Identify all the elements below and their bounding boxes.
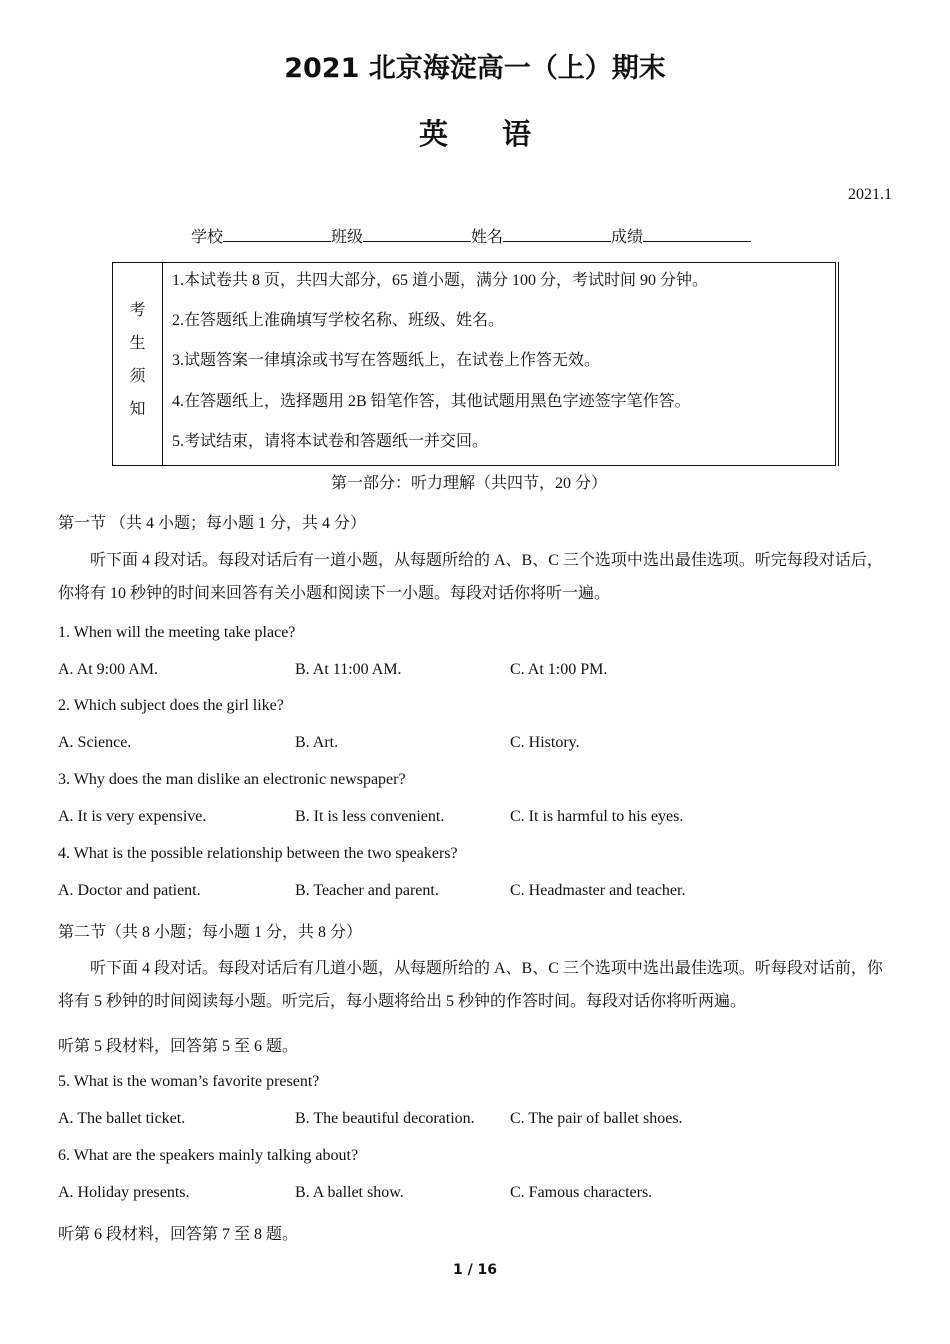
box-double-border xyxy=(838,262,839,466)
option-a: A. The ballet ticket. xyxy=(58,1110,186,1127)
notice-label-char: 须 xyxy=(129,368,146,385)
exam-date: 2021.1 xyxy=(848,186,892,203)
student-info-fields xyxy=(191,224,751,247)
option-a: A. Doctor and patient. xyxy=(58,882,201,899)
option-a: A. At 9:00 AM. xyxy=(58,661,159,678)
notice-rule: 5.考试结束，请将本试卷和答题纸一并交回。 xyxy=(172,433,489,450)
option-a: A. Science. xyxy=(58,734,132,751)
exam-title: 2021 北京海淀高一（上）期末 xyxy=(284,53,666,84)
option-b: B. It is less convenient. xyxy=(295,808,445,825)
notice-label-char: 考 xyxy=(129,302,146,319)
section-two-heading: 第二节（共 8 小题；每小题 1 分，共 8 分） xyxy=(58,924,363,941)
notice-label-char: 生 xyxy=(129,335,146,352)
option-a: A. Holiday presents. xyxy=(58,1184,190,1201)
notice-label-column xyxy=(113,263,163,465)
option-a: A. It is very expensive. xyxy=(58,808,207,825)
field-label-score: 成绩 xyxy=(611,229,644,246)
question-text: 1. When will the meeting take place? xyxy=(58,624,296,641)
notice-rule: 3.试题答案一律填涂或书写在答题纸上，在试卷上作答无效。 xyxy=(172,352,601,369)
section-one-instructions: 听下面 4 段对话。每段对话后有一道小题，从每题所给的 A、B、C 三个选项中选出最佳选项。听完每段对话后，你将有 10 秒钟的时间来回答有关小题和阅读下一小题。每段对话你将听一遍。 xyxy=(58,552,883,602)
page-number: 1 / 16 xyxy=(452,1262,498,1278)
option-b: B. A ballet show. xyxy=(295,1184,404,1201)
option-b: B. Art. xyxy=(295,734,339,751)
section-one-heading: 第一节 （共 4 小题；每小题 1 分，共 4 分） xyxy=(58,515,367,532)
subject-char: 英 xyxy=(418,117,448,151)
notice-rule: 1.本试卷共 8 页，共四大部分，65 道小题，满分 100 分，考试时间 90 分钟。 xyxy=(172,272,709,289)
field-label-school: 学校 xyxy=(191,229,224,246)
notice-label-char: 知 xyxy=(129,401,146,418)
material-note: 听第 6 段材料，回答第 7 至 8 题。 xyxy=(58,1226,299,1243)
subject-char: 语 xyxy=(502,117,532,151)
subject-title xyxy=(0,112,950,153)
option-c: C. It is harmful to his eyes. xyxy=(510,808,684,825)
option-c: C. At 1:00 PM. xyxy=(510,661,608,678)
material-note: 听第 5 段材料，回答第 5 至 6 题。 xyxy=(58,1038,299,1055)
notice-rule: 2.在答题纸上准确填写学校名称、班级、姓名。 xyxy=(172,312,505,329)
question-text: 6. What are the speakers mainly talking about? xyxy=(58,1147,359,1164)
option-c: C. History. xyxy=(510,734,580,751)
question-text: 5. What is the woman’s favorite present? xyxy=(58,1073,320,1090)
option-c: C. Headmaster and teacher. xyxy=(510,882,686,899)
field-label-name: 姓名 xyxy=(471,229,504,246)
question-text: 2. Which subject does the girl like? xyxy=(58,697,284,714)
class-blank[interactable] xyxy=(363,226,471,242)
option-b: B. Teacher and parent. xyxy=(295,882,439,899)
section-two-instructions: 听下面 4 段对话。每段对话后有几道小题，从每题所给的 A、B、C 三个选项中选出最佳选项。听每段对话前，你将有 5 秒钟的时间阅读每小题。听完后，每小题将给出 5 秒钟的作答时间。每段对话你将听两遍。 xyxy=(58,960,883,1010)
field-label-class: 班级 xyxy=(331,229,364,246)
part-one-heading: 第一部分：听力理解（共四节，20 分） xyxy=(331,475,608,492)
name-blank[interactable] xyxy=(503,226,611,242)
option-c: C. Famous characters. xyxy=(510,1184,653,1201)
option-b: B. At 11:00 AM. xyxy=(295,661,402,678)
question-text: 3. Why does the man dislike an electronic newspaper? xyxy=(58,771,406,788)
option-c: C. The pair of ballet shoes. xyxy=(510,1110,683,1127)
school-blank[interactable] xyxy=(223,226,331,242)
option-b: B. The beautiful decoration. xyxy=(295,1110,475,1127)
score-blank[interactable] xyxy=(643,226,751,242)
notice-rule: 4.在答题纸上，选择题用 2B 铅笔作答，其他试题用黑色字迹签字笔作答。 xyxy=(172,393,691,410)
question-text: 4. What is the possible relationship between the two speakers? xyxy=(58,845,458,862)
exam-notice-box xyxy=(112,262,836,466)
